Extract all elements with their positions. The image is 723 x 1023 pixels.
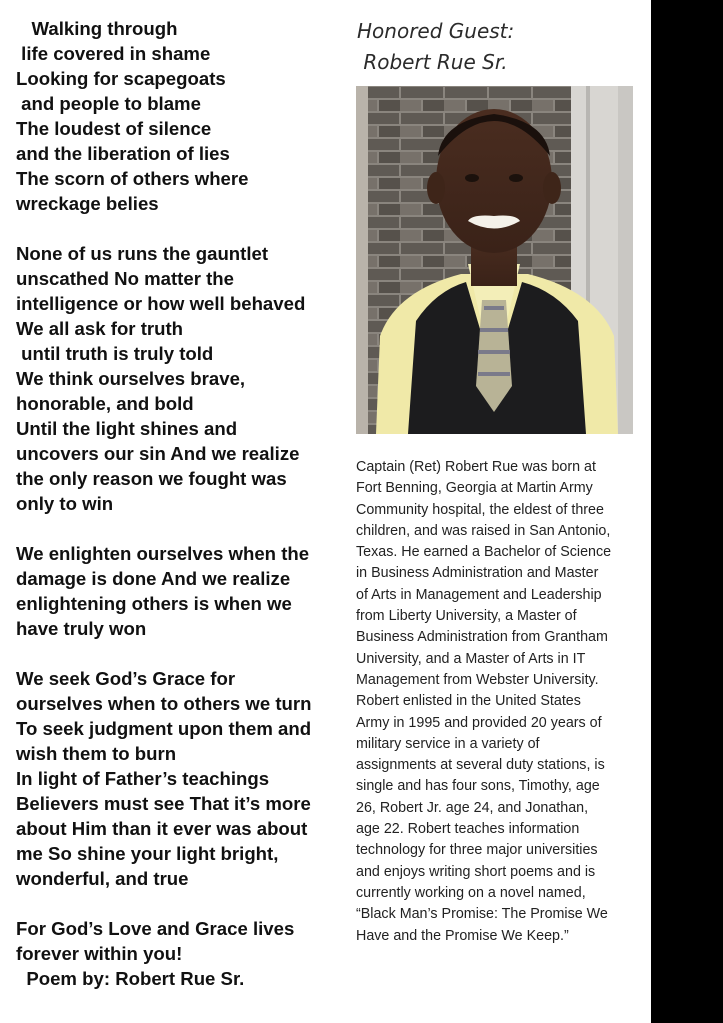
poem-line: the only reason we fought was <box>16 468 287 489</box>
bio-line: and enjoys writing short poems and is <box>356 863 596 880</box>
bio-line: University, and a Master of Arts in IT <box>356 650 586 667</box>
poem-line: damage is done And we realize <box>16 568 291 589</box>
poem-line: until truth is truly told <box>16 343 214 364</box>
bio-line: Business Administration from Grantham <box>356 629 608 646</box>
bio-line: assignments at several duty stations, is <box>356 757 605 774</box>
bio-line: from Liberty University, a Master of <box>356 608 577 625</box>
bio-line: single and has four sons, Timothy, age <box>356 778 600 795</box>
poem-line: uncovers our sin And we realize <box>16 443 300 464</box>
right-edge-bar <box>651 0 723 1023</box>
poem-line: None of us runs the gauntlet <box>16 243 269 264</box>
poem-line: We think ourselves brave, <box>16 368 246 389</box>
bio-line: technology for three major universities <box>356 842 598 859</box>
bio-line: Have and the Promise We Keep.” <box>356 927 569 944</box>
poem-line: We enlighten ourselves when the <box>16 543 310 564</box>
poem-line: enlightening others is when we <box>16 593 292 614</box>
poem-line: wish them to burn <box>16 743 177 764</box>
bio-line: Army in 1995 and provided 20 years of <box>356 714 602 731</box>
bio-line: of Arts in Management and Leadership <box>356 586 602 603</box>
poem-line: have truly won <box>16 618 147 639</box>
poem-line: For God’s Love and Grace lives <box>16 918 295 939</box>
bio-line: Robert enlisted in the United States <box>356 693 581 710</box>
guest-line: Robert Rue Sr. <box>357 50 508 74</box>
poem-line: me So shine your light bright, <box>16 843 279 864</box>
stanza-break <box>16 891 334 916</box>
bio-line: in Business Administration and Master <box>356 565 599 582</box>
poem-line: We all ask for truth <box>16 318 184 339</box>
poem-line: wonderful, and true <box>16 868 189 889</box>
poem-line: Poem by: Robert Rue Sr. <box>16 968 245 989</box>
bio-line: Texas. He earned a Bachelor of Science <box>356 544 612 561</box>
poem-line: about Him than it ever was about <box>16 818 308 839</box>
poem-line: In light of Father’s teachings <box>16 768 270 789</box>
poem-line: Walking through <box>16 18 178 39</box>
bio-line: “Black Man’s Promise: The Promise We <box>356 906 608 923</box>
poem <box>16 16 334 991</box>
poem-line: Believers must see That it’s more <box>16 793 311 814</box>
bio-line: Captain (Ret) Robert Rue was born at <box>356 459 596 475</box>
poem-line: The scorn of others where <box>16 168 249 189</box>
poem-line: The loudest of silence <box>16 118 212 139</box>
poem-line: and people to blame <box>16 93 201 114</box>
poem-line: Until the light shines and <box>16 418 238 439</box>
poem-line: We seek God’s Grace for <box>16 668 236 689</box>
poem-line: honorable, and bold <box>16 393 194 414</box>
poem-line: To seek judgment upon them and <box>16 718 312 739</box>
bio-line: Management from Webster University. <box>356 671 599 688</box>
portrait-illustration <box>356 86 633 434</box>
stanza-break <box>16 641 334 666</box>
stanza-break <box>16 516 334 541</box>
poem-line: intelligence or how well behaved <box>16 293 306 314</box>
bio-line: 26, Robert Jr. age 24, and Jonathan, <box>356 799 589 816</box>
poem-line: wreckage belies <box>16 193 159 214</box>
honored-guest-heading <box>357 16 514 78</box>
poem-line: Looking for scapegoats <box>16 68 226 89</box>
poem-line: life covered in shame <box>16 43 211 64</box>
poem-line: and the liberation of lies <box>16 143 230 164</box>
biography <box>356 457 640 947</box>
poem-line: only to win <box>16 493 114 514</box>
bio-line: age 22. Robert teaches information <box>356 821 580 838</box>
bio-line: currently working on a novel named, <box>356 884 586 901</box>
bio-line: Fort Benning, Georgia at Martin Army <box>356 480 593 497</box>
guest-line: Honored Guest: <box>357 19 515 43</box>
poem-line: forever within you! <box>16 943 183 964</box>
poem-line: unscathed No matter the <box>16 268 234 289</box>
portrait-photo <box>356 86 633 434</box>
stanza-break <box>16 216 334 241</box>
bio-line: children, and was raised in San Antonio, <box>356 522 611 539</box>
bio-line: military service in a variety of <box>356 735 540 752</box>
poem-line: ourselves when to others we turn <box>16 693 312 714</box>
bio-line: Community hospital, the eldest of three <box>356 501 604 518</box>
